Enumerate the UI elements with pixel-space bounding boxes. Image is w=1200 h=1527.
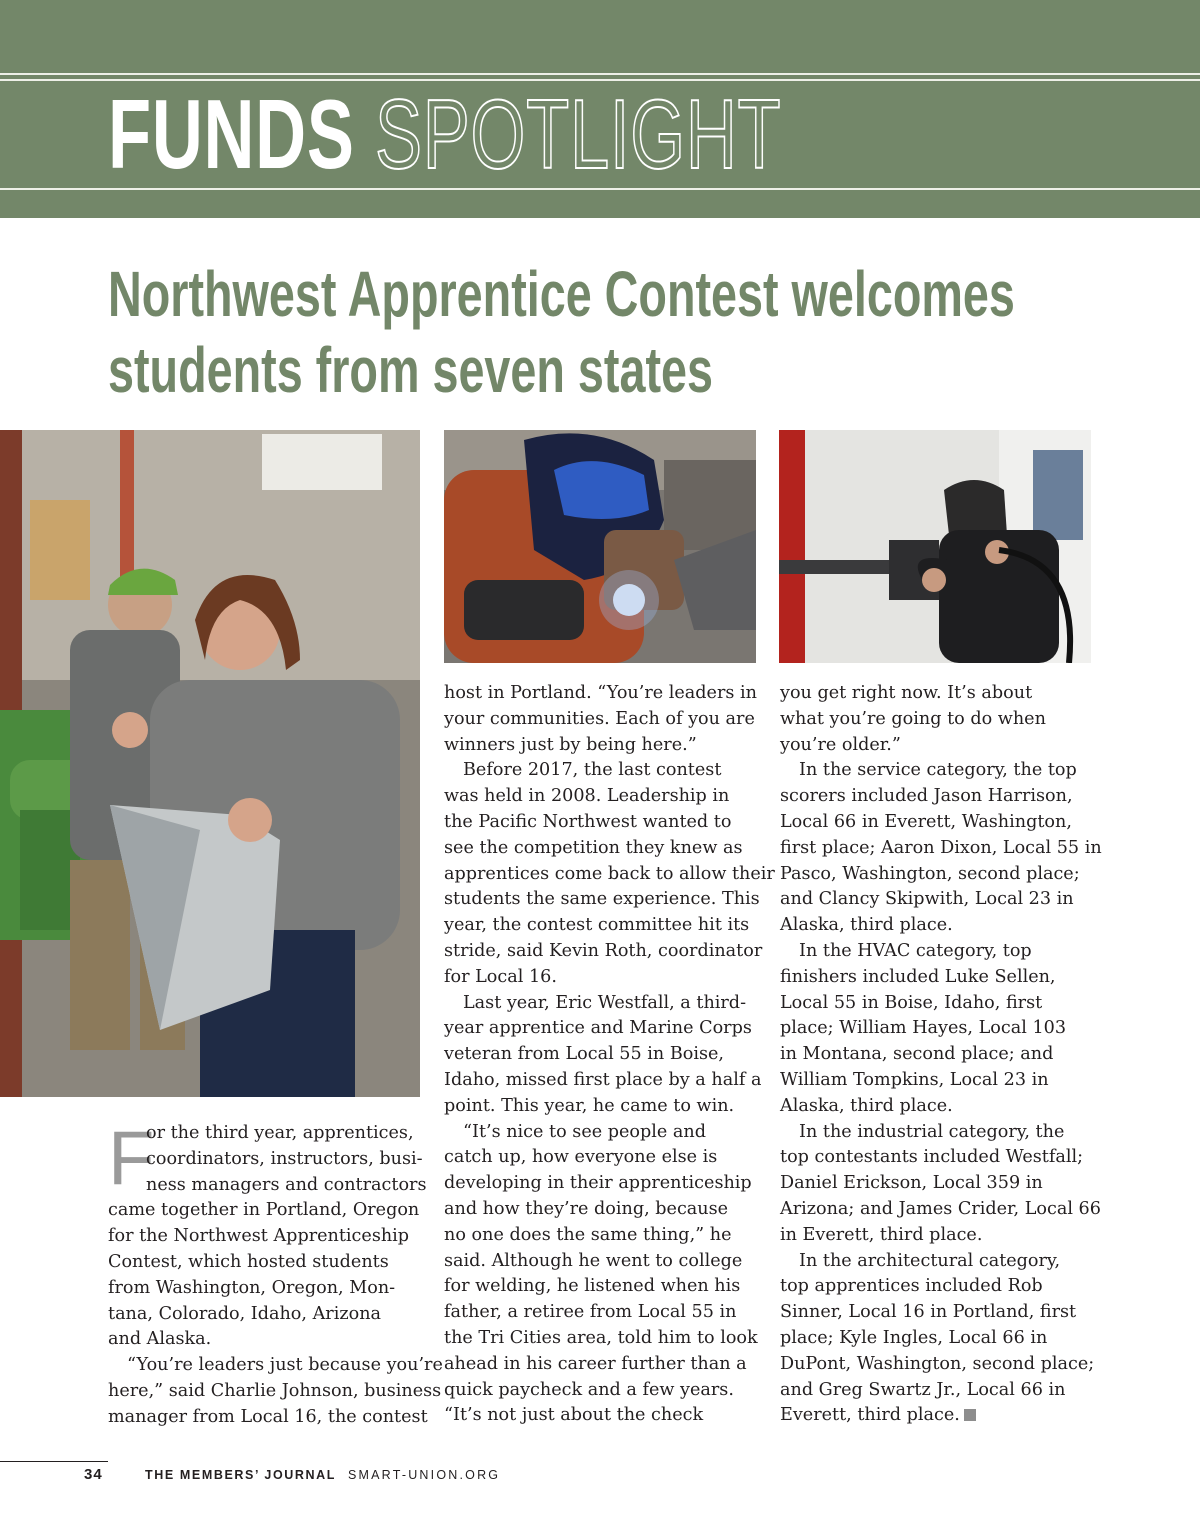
- website-url: SMART-UNION.ORG: [348, 1468, 501, 1482]
- text-line: In the industrial category, the: [799, 1121, 1065, 1142]
- text-line: and how they’re doing, because: [444, 1198, 729, 1219]
- text-line: year, the contest committee hit its: [444, 915, 750, 936]
- text-line: stride, said Kevin Roth, coordinator: [444, 940, 763, 961]
- text-line: tana, Colorado, Idaho, Arizona: [108, 1303, 382, 1324]
- photo-welder-training: [779, 430, 1091, 663]
- text-line: finishers included Luke Sellen,: [780, 966, 1056, 987]
- page-number: 34: [84, 1466, 103, 1483]
- text-line: “It’s not just about the check: [444, 1405, 704, 1426]
- banner-rule: [0, 73, 1200, 75]
- section-title: [108, 79, 782, 189]
- text-line: winners just by being here.”: [444, 734, 697, 755]
- text-line: here,” said Charlie Johnson, business: [108, 1380, 442, 1401]
- text-line: In the service category, the top: [799, 760, 1077, 781]
- article-headline: [108, 256, 1064, 408]
- text-line: students the same experience. This: [444, 889, 760, 910]
- text-line: Before 2017, the last contest: [463, 760, 722, 781]
- text-line: top contestants included Westfall;: [780, 1147, 1084, 1168]
- text-line: came together in Portland, Oregon: [108, 1200, 420, 1221]
- text-line: for Local 16.: [444, 966, 557, 987]
- text-line: point. This year, he came to win.: [444, 1095, 735, 1116]
- photo-illustration: [444, 430, 756, 663]
- text-line: ness managers and contractors: [146, 1174, 427, 1195]
- text-line: Local 55 in Boise, Idaho, first: [780, 992, 1043, 1013]
- text-line: “You’re leaders just because you’re: [127, 1355, 443, 1376]
- text-line: or the third year, apprentices,: [146, 1123, 414, 1143]
- section-banner: [0, 0, 1200, 218]
- text-line: veteran from Local 55 in Boise,: [444, 1044, 724, 1065]
- headline-line: Northwest Apprentice Contest welcomes: [108, 258, 1015, 330]
- photo-welder-closeup: [444, 430, 756, 663]
- text-line: DuPont, Washington, second place;: [780, 1353, 1095, 1374]
- text-line: In the architectural category,: [799, 1250, 1061, 1271]
- text-line: for the Northwest Apprenticeship: [108, 1226, 410, 1247]
- text-line: Arizona; and James Crider, Local 66: [780, 1198, 1101, 1219]
- text-line-end: [780, 1403, 1098, 1429]
- text-line: first place; Aaron Dixon, Local 55 in: [780, 837, 1102, 858]
- text-line: and Clancy Skipwith, Local 23 in: [780, 889, 1074, 910]
- text-line: developing in their apprenticeship: [444, 1173, 752, 1194]
- text-line: Local 66 in Everett, Washington,: [780, 811, 1072, 832]
- text-line: apprentices come back to allow their: [444, 863, 775, 884]
- text-line: ahead in his career further than a: [444, 1353, 747, 1374]
- text-line: “It’s nice to see people and: [463, 1121, 706, 1142]
- text-line: place; William Hayes, Local 103: [780, 1018, 1067, 1039]
- text-line: quick paycheck and a few years.: [444, 1379, 734, 1400]
- text-line: and Alaska.: [108, 1329, 212, 1350]
- photo-sheet-metal-apprentices: [0, 430, 420, 1097]
- text-line: Contest, which hosted students: [108, 1251, 389, 1272]
- text-line: Idaho, missed first place by a half a: [444, 1069, 762, 1090]
- text-line: manager from Local 16, the contest: [108, 1406, 428, 1427]
- footer-rule: [0, 1461, 108, 1462]
- text-line: and Greg Swartz Jr., Local 66 in: [780, 1379, 1066, 1400]
- text-line: year apprentice and Marine Corps: [444, 1018, 752, 1039]
- end-of-article-square-icon: [964, 1409, 976, 1421]
- text-line: Last year, Eric Westfall, a third-: [463, 992, 747, 1013]
- text-line: coordinators, instructors, busi-: [146, 1148, 423, 1169]
- text-line: Alaska, third place.: [780, 915, 953, 936]
- drop-cap: F: [108, 1116, 155, 1201]
- text-line: your communities. Each of you are: [444, 708, 755, 729]
- text-line: what you’re going to do when: [780, 708, 1046, 729]
- text-line: you’re older.”: [780, 734, 901, 755]
- text-line: Everett, third place.: [780, 1405, 960, 1426]
- text-line: Sinner, Local 16 in Portland, first: [780, 1302, 1077, 1323]
- text-line: William Tompkins, Local 23 in: [780, 1069, 1049, 1090]
- text-line: place; Kyle Ingles, Local 66 in: [780, 1327, 1048, 1348]
- article-column-3: [780, 681, 1102, 1429]
- photo-illustration: [779, 430, 1091, 663]
- text-line: no one does the same thing,” he: [444, 1224, 732, 1245]
- text-line: see the competition they knew as: [444, 837, 743, 858]
- text-line: Pasco, Washington, second place;: [780, 863, 1080, 884]
- text-line: for welding, he listened when his: [444, 1276, 741, 1297]
- text-line: Daniel Erickson, Local 359 in: [780, 1173, 1043, 1194]
- text-line: father, a retiree from Local 55 in: [444, 1302, 737, 1323]
- section-title-bold: FUNDS: [108, 79, 355, 189]
- text-line: host in Portland. “You’re leaders in: [444, 683, 757, 703]
- text-line: in Montana, second place; and: [780, 1044, 1054, 1065]
- text-line: said. Although he went to college: [444, 1250, 743, 1271]
- text-line: scorers included Jason Harrison,: [780, 786, 1073, 807]
- text-line: in Everett, third place.: [780, 1224, 983, 1245]
- section-title-light: SPOTLIGHT: [374, 79, 782, 189]
- article-column-1: [108, 1116, 443, 1431]
- text-line: catch up, how everyone else is: [444, 1147, 718, 1168]
- text-line: Alaska, third place.: [780, 1095, 953, 1116]
- text-line: the Pacific Northwest wanted to: [444, 811, 732, 832]
- text-line: top apprentices included Rob: [780, 1276, 1043, 1297]
- journal-name: THE MEMBERS’ JOURNAL: [145, 1468, 337, 1482]
- text-line: the Tri Cities area, told him to look: [444, 1327, 758, 1348]
- text-line: from Washington, Oregon, Mon-: [108, 1277, 396, 1298]
- text-line: you get right now. It’s about: [780, 683, 1033, 703]
- headline-line: students from seven states: [108, 334, 713, 406]
- text-line: was held in 2008. Leadership in: [444, 786, 730, 807]
- text-line: In the HVAC category, top: [799, 940, 1032, 961]
- article-column-2: [444, 681, 775, 1429]
- photo-illustration: [0, 430, 420, 1097]
